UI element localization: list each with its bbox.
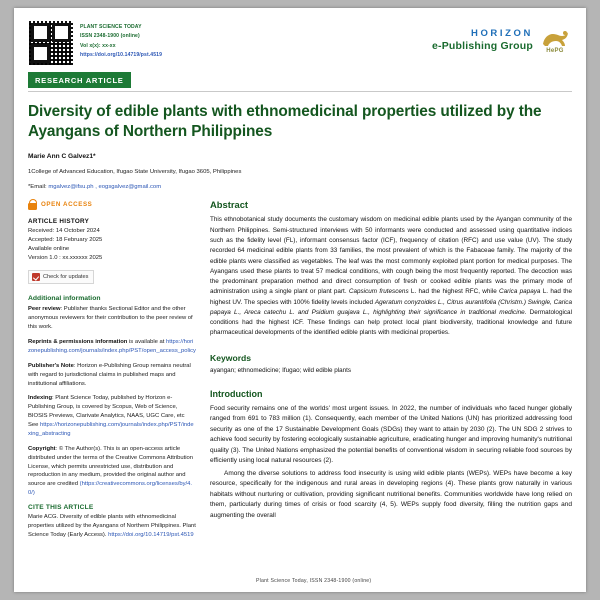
introduction-paragraph-2: Among the diverse solutions to address food insecurity is using wild edible plants (WEPs). WEPs have become a key resource, specifically for the indigenous and rural areas in developing regions (4). These plants grow naturally in various habitats without nurturing or cultivation, providing significant nutritional benefits. Communities worldwide have long relied on them, particularly during times of crisis or food scarcity (4, 5). WEPs supply food diversity, filling the nutrition gaps and augmenting the overall xyxy=(210,469,572,519)
open-access-badge xyxy=(28,199,196,210)
open-access-label: OPEN ACCESS xyxy=(41,201,93,209)
abstract-body xyxy=(210,215,572,338)
correspondence-email xyxy=(28,184,572,190)
indexing-link[interactable]: https://horizonepublishing.com/journals/index.php/PST/indexing_abstracting xyxy=(28,422,194,437)
email-label: *Email: xyxy=(28,184,47,191)
citation-text-block xyxy=(28,513,196,540)
copyright-label: Copyright xyxy=(28,445,56,452)
journal-name: PLANT SCIENCE TODAY xyxy=(80,24,142,30)
journal-issn: ISSN 2348-1900 (online) xyxy=(80,33,140,40)
indexing-info xyxy=(28,394,196,438)
qr-code-icon[interactable] xyxy=(28,20,74,66)
reprints-info xyxy=(28,338,196,356)
peer-review-text: : Publisher thanks Sectional Editor and the other anonymous reviewers for their contribution to the peer review of this work. xyxy=(28,306,193,331)
citation-doi-link[interactable]: https://doi.org/10.14719/pst.4519 xyxy=(108,531,194,538)
accepted-date: Accepted: 18 February 2025 xyxy=(28,236,103,243)
content-columns xyxy=(28,199,572,545)
species-fidelity-list: Ageratum conyzoides L., Citrus aurantifolia (Christm.) Swingle, Carica papaya L., Areca catechu L. and Psidium guajava L., highlighting their significance in traditional medicine. xyxy=(210,298,572,316)
email-addresses[interactable]: mgalvez@ifsu.ph , eogsgalvez@gmail.com xyxy=(48,184,162,191)
journal-info xyxy=(80,20,162,61)
abstract-part-1: This ethnobotanical study documents the customary wisdom on medicinal edible plants used by the Ayangan community of the Northern Philippines. Semi-structured interviews with 50 informants were conducted and assessed using quantitative indices such as the fidelity level (FL), informant consensus factor (ICF), frequency of citation (RFC) and use value (UV). The study recorded 64 medicinal edible plants from 33 families, the most prevalent of which is the Fabaceae family. The majority of the edible plants were classified as vegetables. The leaf was the most commonly exploited plant portion for medical purposes. The Ayangans used these plants to treat 57 medical conditions, with cough being the most frequently reported. The decoction was the predominant preparation method and direct consumption of fresh or cooked edible plants was the primary mode of administration using a single plant or plant part. xyxy=(210,216,572,296)
available-online: Available online xyxy=(28,245,70,252)
journal-identity xyxy=(28,20,162,66)
reprints-text: is available at xyxy=(127,339,165,345)
keywords-heading: Keywords xyxy=(210,352,252,363)
additional-information-heading: Additional information xyxy=(28,295,101,303)
journal-volume: Vol x(x): xx-xx xyxy=(80,42,116,49)
introduction-paragraph-1: Food security remains one of the worlds' most urgent issues. In 2022, the number of individuals who faced hunger globally ranged from 691 to 783 million (1). Consequently, each member of the United Nations (UN) has prioritized addressing food security as one of the 17 Sustainable Development Goals (SDGs) they want to attain by 2030 (2). The UN SDG 2 strives to achieve food security by fostering ecologically sustainable agriculture, eradicating hunger and improving humanity's nutritional quality (3). The United Nations emphasized the potential benefits of conventional wisdom in securing reliable food sources by efficiently using local natural resources (2). xyxy=(210,404,572,465)
reprints-label: Reprints & permissions information xyxy=(28,339,128,345)
article-history-heading: ARTICLE HISTORY xyxy=(28,218,90,226)
article-type-badge: RESEARCH ARTICLE xyxy=(28,72,131,88)
received-date: Received: 14 October 2024 xyxy=(28,227,100,234)
page-title: Diversity of edible plants with ethnomedicinal properties utilized by the Ayangans of Northern Philippines xyxy=(28,103,542,140)
indexing-text: : Plant Science Today, published by Horizon e-Publishing Group, is covered by Scopus, Web of Science, BIOSIS Previews, Clarivate Analytics, NAAS, UGC Care, etc See xyxy=(28,395,185,428)
journal-doi-link[interactable]: https://doi.org/10.14719/pst.4519 xyxy=(80,52,162,59)
peer-review-label: Peer review xyxy=(28,306,61,313)
check-for-updates-label: Check for updates xyxy=(43,274,89,281)
introduction-heading: Introduction xyxy=(210,388,263,399)
header-divider xyxy=(28,91,572,92)
reprints-link[interactable]: https://horizonepublishing.com/journals/index.php/PST/open_access_policy xyxy=(28,339,196,354)
publisher-group-label: e-Publishing Group xyxy=(431,40,533,52)
sidebar-metadata xyxy=(28,199,196,545)
hepg-label: HePG xyxy=(546,48,564,54)
copyright-text: : © The Author(s). This is an open-access article distributed under the terms of the Creative Commons Attribution License, which permits unrestricted use, distribution and reproduction in any medium, provided the original author and source are credited xyxy=(28,445,194,488)
check-for-updates-button[interactable] xyxy=(28,270,94,284)
introduction-body xyxy=(210,404,572,522)
author-list: Marie Ann C Galvez1* xyxy=(28,153,96,161)
crossmark-icon xyxy=(32,273,40,281)
copyright-info xyxy=(28,445,196,498)
cite-this-article-heading: CITE THIS ARTICLE xyxy=(28,504,94,511)
abstract-part-2: L. had the highest RFC, while xyxy=(408,288,500,296)
keywords-list: ayangan; ethnomedicine; Ifugao; wild edible plants xyxy=(210,366,352,374)
affiliation: 1College of Advanced Education, Ifugao State University, Ifugao 3605, Philippines xyxy=(28,169,242,176)
citation-text: Marie ACG. Diversity of edible plants with ethnomedicinal properties utilized by the Ayangans of Northern Philippines. Plant Science Today (Early Access). xyxy=(28,514,196,538)
abstract-part-4: Dermatological conditions had the highest ICF. These findings can help protect local plant biodiversity, traditional knowledge and future pharmaceutical developments of the identified edible plants with medicinal properties. xyxy=(210,308,572,337)
hepg-lion-logo-icon xyxy=(538,26,572,54)
masthead xyxy=(28,20,572,66)
publisher-horizon-label: HORIZON xyxy=(470,28,533,39)
main-content xyxy=(210,199,572,545)
page-footer: Plant Science Today, ISSN 2348-1900 (online) xyxy=(256,578,372,584)
species-capsicum-frutescens: Capsicum frutescens xyxy=(348,288,409,296)
abstract-heading: Abstract xyxy=(210,199,249,211)
species-carica-papaya: Carica papaya xyxy=(499,288,541,296)
open-lock-icon xyxy=(28,199,37,210)
publisher-identity xyxy=(432,20,572,54)
article-page xyxy=(14,8,586,592)
version-info: Version 1.0 : xx.xxxxxx 2025 xyxy=(28,254,103,261)
publisher-note-info xyxy=(28,362,196,389)
publisher-note-label: Publisher's Note xyxy=(28,362,74,369)
publisher-note-text: : Horizon e-Publishing Group remains neutral with regard to jurisdictional claims in published maps and institutional affiliations. xyxy=(28,362,191,387)
indexing-label: Indexing xyxy=(28,395,53,402)
peer-review-info xyxy=(28,305,196,332)
license-link[interactable]: (https://creativecommons.org/licenses/by/4.0/) xyxy=(28,481,193,497)
abstract-part-3: L. had the highest UV. The species with 100% fidelity levels included xyxy=(210,288,573,306)
